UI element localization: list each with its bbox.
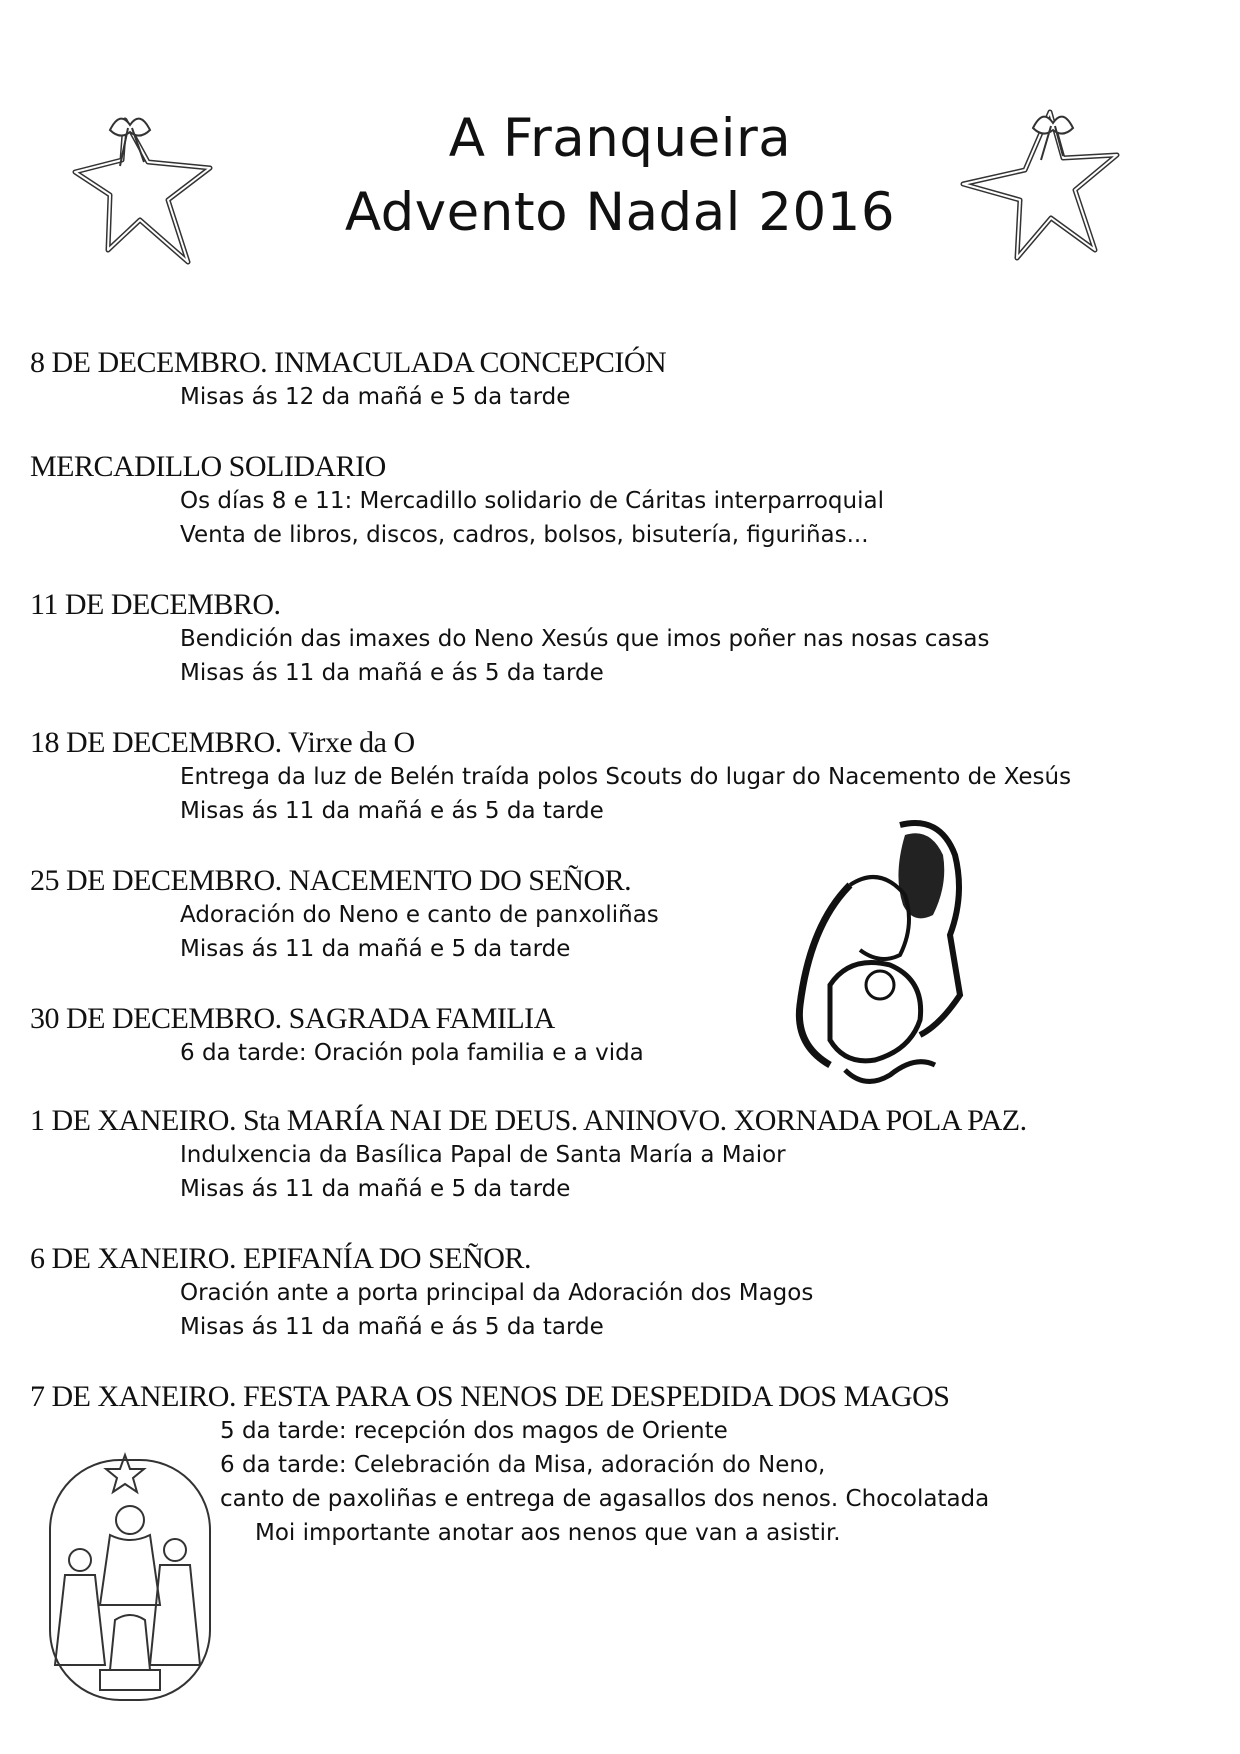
- holy-family-illustration-icon: [790, 815, 990, 1099]
- event-heading: 8 DE DECEMBRO. INMACULADA CONCEPCIÓN: [30, 346, 667, 379]
- event-heading: 11 DE DECEMBRO.: [30, 588, 281, 621]
- event-epifania: [30, 1242, 1210, 1344]
- event-line: Misas ás 12 da mañá e 5 da tarde: [180, 384, 571, 410]
- event-line: Misas ás 11 da mañá e 5 da tarde: [180, 936, 571, 962]
- event-1-xaneiro: [30, 1104, 1210, 1206]
- event-line: Misas ás 11 da mañá e ás 5 da tarde: [180, 1314, 604, 1340]
- event-line: 6 da tarde: Celebración da Misa, adoración do Neno,: [220, 1452, 826, 1478]
- event-heading: 6 DE XANEIRO. EPIFANÍA DO SEÑOR.: [30, 1242, 531, 1275]
- event-line: Indulxencia da Basílica Papal de Santa María a Maior: [180, 1142, 786, 1168]
- page-subtitle: Advento Nadal 2016: [344, 182, 896, 243]
- event-nacemento: [30, 864, 1210, 966]
- event-line: Entrega da luz de Belén traída polos Scouts do lugar do Nacemento de Xesús: [180, 764, 1072, 790]
- event-line: Misas ás 11 da mañá e 5 da tarde: [180, 1176, 571, 1202]
- event-11-decembro: [30, 588, 1210, 690]
- event-line: Adoración do Neno e canto de panxoliñas: [180, 902, 659, 928]
- event-line: Misas ás 11 da mañá e ás 5 da tarde: [180, 660, 604, 686]
- event-line: Oración ante a porta principal da Adoración dos Magos: [180, 1280, 814, 1306]
- event-18-decembro: [30, 726, 1210, 828]
- event-inmaculada: [30, 346, 1210, 414]
- event-heading: MERCADILLO SOLIDARIO: [30, 450, 386, 483]
- event-mercadillo: [30, 450, 1210, 552]
- event-line: 5 da tarde: recepción dos magos de Oriente: [220, 1418, 728, 1444]
- event-line: Moi importante anotar aos nenos que van a asistir.: [255, 1520, 841, 1546]
- event-line: Misas ás 11 da mañá e ás 5 da tarde: [180, 798, 604, 824]
- event-line: Os días 8 e 11: Mercadillo solidario de Cáritas interparroquial: [180, 488, 884, 514]
- event-heading: 1 DE XANEIRO. Sta MARÍA NAI DE DEUS. ANINOVO. XORNADA POLA PAZ.: [30, 1104, 1027, 1137]
- event-heading: 25 DE DECEMBRO. NACEMENTO DO SEÑOR.: [30, 864, 632, 897]
- event-heading: 30 DE DECEMBRO. SAGRADA FAMILIA: [30, 1002, 555, 1035]
- event-line: Venta de libros, discos, cadros, bolsos, bisutería, figuriñas...: [180, 522, 869, 548]
- event-heading: 18 DE DECEMBRO. Virxe da O: [30, 726, 415, 759]
- event-line: canto de paxoliñas e entrega de agasallos dos nenos. Chocolatada: [220, 1486, 990, 1512]
- event-line: Bendición das imaxes do Neno Xesús que imos poñer nas nosas casas: [180, 626, 990, 652]
- event-heading: 7 DE XANEIRO. FESTA PARA OS NENOS DE DESPEDIDA DOS MAGOS: [30, 1380, 950, 1413]
- event-sagrada-familia: [30, 1002, 1210, 1070]
- page-title: A Franqueira: [448, 108, 792, 169]
- event-line: 6 da tarde: Oración pola familia e a vida: [180, 1040, 644, 1066]
- adoration-of-magi-illustration-icon: [40, 1450, 220, 1714]
